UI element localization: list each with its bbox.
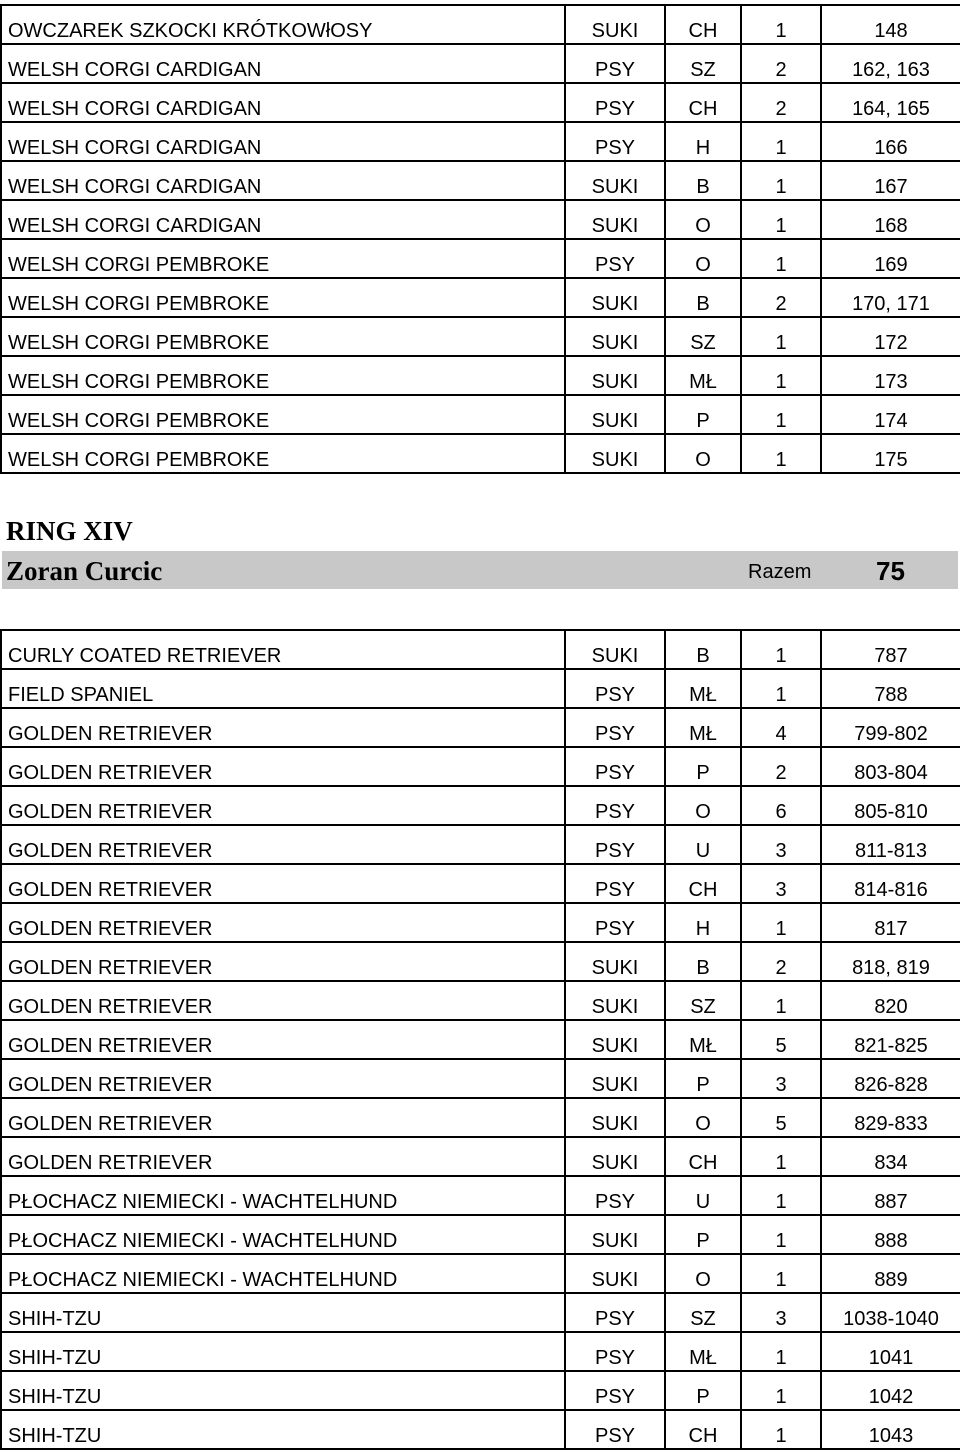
count-cell: 5	[741, 1098, 821, 1137]
table-row	[1, 1020, 960, 1059]
sex-cell: PSY	[565, 1371, 665, 1410]
entries-table-top	[0, 4, 960, 474]
class-cell: P	[665, 1215, 741, 1254]
class-cell: O	[665, 239, 741, 278]
count-cell: 3	[741, 825, 821, 864]
sex-cell: PSY	[565, 1293, 665, 1332]
catalog-numbers-cell: 818, 819	[821, 942, 960, 981]
count-cell: 2	[741, 747, 821, 786]
breed-cell: PŁOCHACZ NIEMIECKI - WACHTELHUND	[1, 1215, 565, 1254]
class-cell: SZ	[665, 981, 741, 1020]
table-row	[1, 669, 960, 708]
class-cell: B	[665, 161, 741, 200]
class-cell: SZ	[665, 44, 741, 83]
class-cell: CH	[665, 5, 741, 44]
catalog-numbers-cell: 820	[821, 981, 960, 1020]
sex-cell: PSY	[565, 747, 665, 786]
table-row	[1, 161, 960, 200]
total-value: 75	[876, 556, 905, 586]
count-cell: 1	[741, 200, 821, 239]
class-cell: O	[665, 786, 741, 825]
table-row	[1, 864, 960, 903]
table-row	[1, 630, 960, 669]
table-row	[1, 278, 960, 317]
count-cell: 1	[741, 1332, 821, 1371]
breed-cell: WELSH CORGI PEMBROKE	[1, 395, 565, 434]
sex-cell: PSY	[565, 1176, 665, 1215]
catalog-numbers-cell: 172	[821, 317, 960, 356]
catalog-numbers-cell: 888	[821, 1215, 960, 1254]
catalog-numbers-cell: 889	[821, 1254, 960, 1293]
breed-cell: GOLDEN RETRIEVER	[1, 1137, 565, 1176]
table-row	[1, 825, 960, 864]
sex-cell: SUKI	[565, 1059, 665, 1098]
count-cell: 3	[741, 1059, 821, 1098]
sex-cell: PSY	[565, 1410, 665, 1449]
table-row	[1, 1176, 960, 1215]
count-cell: 1	[741, 317, 821, 356]
breed-cell: FIELD SPANIEL	[1, 669, 565, 708]
breed-cell: GOLDEN RETRIEVER	[1, 825, 565, 864]
class-cell: U	[665, 825, 741, 864]
breed-cell: WELSH CORGI PEMBROKE	[1, 317, 565, 356]
breed-cell: GOLDEN RETRIEVER	[1, 864, 565, 903]
table-row	[1, 981, 960, 1020]
breed-cell: PŁOCHACZ NIEMIECKI - WACHTELHUND	[1, 1176, 565, 1215]
class-cell: CH	[665, 1137, 741, 1176]
catalog-numbers-cell: 814-816	[821, 864, 960, 903]
class-cell: O	[665, 1254, 741, 1293]
catalog-numbers-cell: 168	[821, 200, 960, 239]
sex-cell: SUKI	[565, 356, 665, 395]
judge-name: Zoran Curcic	[6, 556, 163, 586]
class-cell: O	[665, 434, 741, 473]
table-row	[1, 317, 960, 356]
class-cell: O	[665, 1098, 741, 1137]
catalog-numbers-cell: 175	[821, 434, 960, 473]
sex-cell: SUKI	[565, 1098, 665, 1137]
sex-cell: PSY	[565, 1332, 665, 1371]
table-row	[1, 356, 960, 395]
table-row	[1, 942, 960, 981]
entries-table-top-body	[1, 5, 960, 473]
catalog-numbers-cell: 887	[821, 1176, 960, 1215]
class-cell: P	[665, 747, 741, 786]
class-cell: P	[665, 395, 741, 434]
class-cell: MŁ	[665, 708, 741, 747]
table-row	[1, 1098, 960, 1137]
catalog-numbers-cell: 173	[821, 356, 960, 395]
sex-cell: SUKI	[565, 200, 665, 239]
table-row	[1, 395, 960, 434]
breed-cell: SHIH-TZU	[1, 1371, 565, 1410]
count-cell: 1	[741, 1410, 821, 1449]
count-cell: 3	[741, 864, 821, 903]
sex-cell: SUKI	[565, 1215, 665, 1254]
count-cell: 1	[741, 1254, 821, 1293]
table-row	[1, 5, 960, 44]
count-cell: 3	[741, 1293, 821, 1332]
sex-cell: PSY	[565, 669, 665, 708]
breed-cell: WELSH CORGI CARDIGAN	[1, 83, 565, 122]
class-cell: MŁ	[665, 1020, 741, 1059]
sex-cell: PSY	[565, 864, 665, 903]
count-cell: 2	[741, 942, 821, 981]
catalog-numbers-cell: 787	[821, 630, 960, 669]
catalog-numbers-cell: 174	[821, 395, 960, 434]
sex-cell: SUKI	[565, 5, 665, 44]
breed-cell: SHIH-TZU	[1, 1410, 565, 1449]
breed-cell: GOLDEN RETRIEVER	[1, 1098, 565, 1137]
class-cell: SZ	[665, 317, 741, 356]
breed-cell: GOLDEN RETRIEVER	[1, 942, 565, 981]
table-row	[1, 1332, 960, 1371]
sex-cell: SUKI	[565, 161, 665, 200]
catalog-numbers-cell: 166	[821, 122, 960, 161]
breed-cell: GOLDEN RETRIEVER	[1, 708, 565, 747]
breed-cell: GOLDEN RETRIEVER	[1, 747, 565, 786]
sex-cell: SUKI	[565, 434, 665, 473]
class-cell: CH	[665, 1410, 741, 1449]
class-cell: SZ	[665, 1293, 741, 1332]
sex-cell: PSY	[565, 708, 665, 747]
table-row	[1, 122, 960, 161]
class-cell: P	[665, 1371, 741, 1410]
table-row	[1, 200, 960, 239]
catalog-numbers-cell: 167	[821, 161, 960, 200]
count-cell: 5	[741, 1020, 821, 1059]
count-cell: 2	[741, 83, 821, 122]
sex-cell: SUKI	[565, 630, 665, 669]
class-cell: H	[665, 122, 741, 161]
class-cell: B	[665, 942, 741, 981]
class-cell: H	[665, 903, 741, 942]
table-row	[1, 434, 960, 473]
sex-cell: SUKI	[565, 317, 665, 356]
breed-cell: OWCZAREK SZKOCKI KRÓTKOWłOSY	[1, 5, 565, 44]
class-cell: B	[665, 630, 741, 669]
catalog-numbers-cell: 1038-1040	[821, 1293, 960, 1332]
breed-cell: WELSH CORGI PEMBROKE	[1, 434, 565, 473]
count-cell: 1	[741, 1176, 821, 1215]
count-cell: 6	[741, 786, 821, 825]
breed-cell: WELSH CORGI PEMBROKE	[1, 278, 565, 317]
count-cell: 1	[741, 161, 821, 200]
class-cell: MŁ	[665, 1332, 741, 1371]
count-cell: 4	[741, 708, 821, 747]
count-cell: 1	[741, 1371, 821, 1410]
sex-cell: SUKI	[565, 278, 665, 317]
entries-table-bottom	[0, 629, 960, 1450]
catalog-numbers-cell: 164, 165	[821, 83, 960, 122]
catalog-numbers-cell: 169	[821, 239, 960, 278]
table-row	[1, 786, 960, 825]
sex-cell: SUKI	[565, 1137, 665, 1176]
breed-cell: GOLDEN RETRIEVER	[1, 1020, 565, 1059]
table-row	[1, 1215, 960, 1254]
table-row	[1, 747, 960, 786]
sex-cell: SUKI	[565, 981, 665, 1020]
sex-cell: SUKI	[565, 1020, 665, 1059]
breed-cell: WELSH CORGI PEMBROKE	[1, 356, 565, 395]
catalog-numbers-cell: 148	[821, 5, 960, 44]
catalog-numbers-cell: 1043	[821, 1410, 960, 1449]
class-cell: P	[665, 1059, 741, 1098]
sex-cell: PSY	[565, 44, 665, 83]
catalog-numbers-cell: 799-802	[821, 708, 960, 747]
count-cell: 1	[741, 356, 821, 395]
total-label: Razem	[748, 561, 812, 583]
breed-cell: GOLDEN RETRIEVER	[1, 903, 565, 942]
breed-cell: SHIH-TZU	[1, 1293, 565, 1332]
count-cell: 2	[741, 278, 821, 317]
catalog-numbers-cell: 821-825	[821, 1020, 960, 1059]
count-cell: 1	[741, 903, 821, 942]
count-cell: 1	[741, 1137, 821, 1176]
catalog-numbers-cell: 1042	[821, 1371, 960, 1410]
class-cell: U	[665, 1176, 741, 1215]
count-cell: 1	[741, 5, 821, 44]
breed-cell: GOLDEN RETRIEVER	[1, 981, 565, 1020]
catalog-numbers-cell: 834	[821, 1137, 960, 1176]
table-row	[1, 1059, 960, 1098]
breed-cell: CURLY COATED RETRIEVER	[1, 630, 565, 669]
table-row	[1, 44, 960, 83]
breed-cell: WELSH CORGI CARDIGAN	[1, 44, 565, 83]
count-cell: 1	[741, 239, 821, 278]
sex-cell: SUKI	[565, 1254, 665, 1293]
count-cell: 1	[741, 669, 821, 708]
breed-cell: GOLDEN RETRIEVER	[1, 1059, 565, 1098]
table-row	[1, 83, 960, 122]
table-row	[1, 239, 960, 278]
ring-title: RING XIV	[6, 516, 133, 546]
catalog-numbers-cell: 817	[821, 903, 960, 942]
breed-cell: WELSH CORGI CARDIGAN	[1, 161, 565, 200]
class-cell: B	[665, 278, 741, 317]
breed-cell: WELSH CORGI CARDIGAN	[1, 122, 565, 161]
count-cell: 1	[741, 981, 821, 1020]
count-cell: 1	[741, 122, 821, 161]
sex-cell: PSY	[565, 83, 665, 122]
sex-cell: PSY	[565, 239, 665, 278]
count-cell: 1	[741, 630, 821, 669]
class-cell: CH	[665, 864, 741, 903]
table-row	[1, 1293, 960, 1332]
catalog-numbers-cell: 811-813	[821, 825, 960, 864]
table-row	[1, 1410, 960, 1449]
class-cell: MŁ	[665, 669, 741, 708]
count-cell: 2	[741, 44, 821, 83]
count-cell: 1	[741, 1215, 821, 1254]
count-cell: 1	[741, 434, 821, 473]
catalog-numbers-cell: 162, 163	[821, 44, 960, 83]
entries-table-bottom-body	[1, 630, 960, 1449]
sex-cell: PSY	[565, 825, 665, 864]
sex-cell: PSY	[565, 786, 665, 825]
catalog-numbers-cell: 826-828	[821, 1059, 960, 1098]
sex-cell: PSY	[565, 122, 665, 161]
breed-cell: WELSH CORGI PEMBROKE	[1, 239, 565, 278]
sex-cell: PSY	[565, 903, 665, 942]
breed-cell: SHIH-TZU	[1, 1332, 565, 1371]
catalog-numbers-cell: 1041	[821, 1332, 960, 1371]
sex-cell: SUKI	[565, 395, 665, 434]
class-cell: MŁ	[665, 356, 741, 395]
breed-cell: WELSH CORGI CARDIGAN	[1, 200, 565, 239]
catalog-numbers-cell: 788	[821, 669, 960, 708]
table-row	[1, 708, 960, 747]
table-row	[1, 903, 960, 942]
table-row	[1, 1137, 960, 1176]
table-row	[1, 1254, 960, 1293]
table-row	[1, 1371, 960, 1410]
catalog-numbers-cell: 803-804	[821, 747, 960, 786]
class-cell: O	[665, 200, 741, 239]
breed-cell: GOLDEN RETRIEVER	[1, 786, 565, 825]
sex-cell: SUKI	[565, 942, 665, 981]
count-cell: 1	[741, 395, 821, 434]
catalog-numbers-cell: 170, 171	[821, 278, 960, 317]
catalog-numbers-cell: 829-833	[821, 1098, 960, 1137]
catalog-numbers-cell: 805-810	[821, 786, 960, 825]
class-cell: CH	[665, 83, 741, 122]
breed-cell: PŁOCHACZ NIEMIECKI - WACHTELHUND	[1, 1254, 565, 1293]
